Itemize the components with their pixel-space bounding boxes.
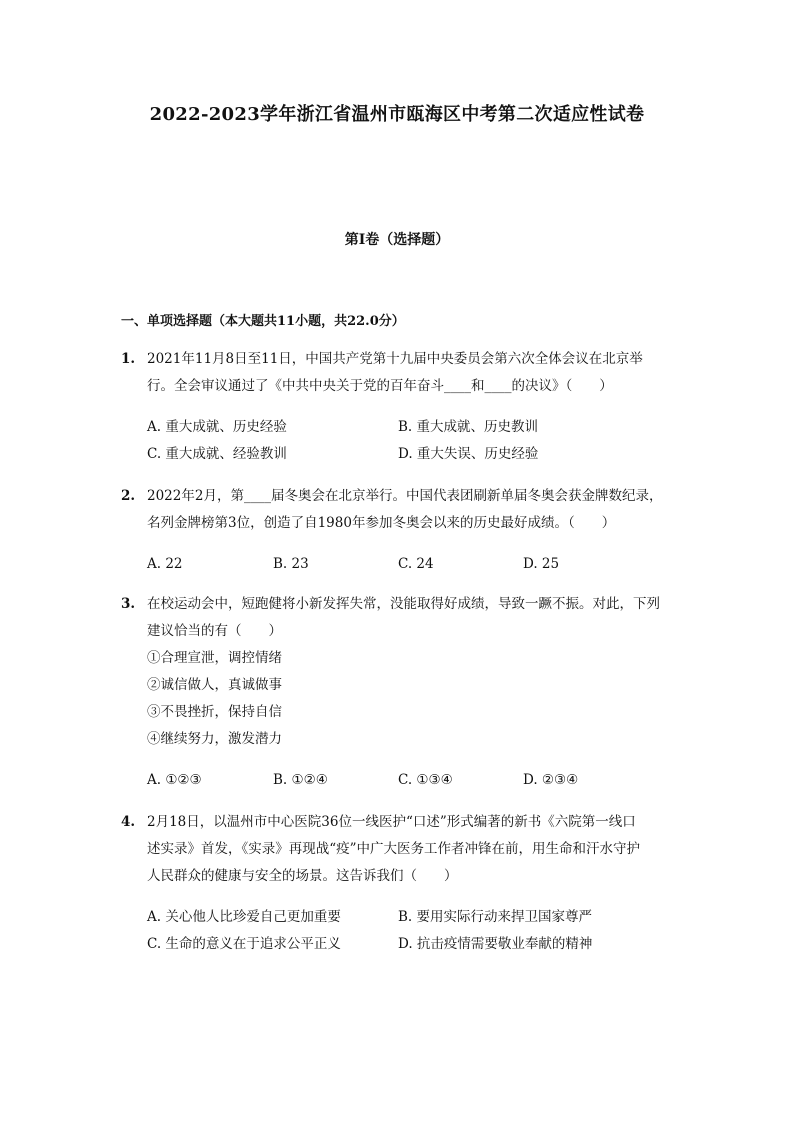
question-number: 1. [121, 351, 136, 367]
option-d: D. 抗击疫情需要敬业奉献的精神 [398, 936, 593, 952]
option-b: B. 重大成就、历史教训 [398, 419, 539, 435]
part-title: 第I卷（选择题） [344, 232, 450, 248]
question-text-line: 2月18日，以温州市中心医院36位一线医护“口述”形式编著的新书《六院第一线口 [147, 814, 636, 830]
options-row [121, 441, 681, 468]
option-b: B. 要用实际行动来捍卫国家尊严 [398, 909, 593, 925]
statement-4: ④继续努力，激发潜力 [147, 731, 282, 747]
option-c: C. ①③④ [398, 772, 453, 788]
option-d: D. 25 [523, 556, 560, 572]
options-row [121, 414, 681, 441]
option-a: A. 关心他人比珍爱自己更加重要 [147, 909, 341, 925]
options-row [121, 904, 681, 931]
question-4 [121, 809, 681, 958]
exam-title: 2022-2023学年浙江省温州市瓯海区中考第二次适应性试卷 [149, 104, 645, 125]
question-3 [121, 591, 681, 794]
question-2 [121, 483, 681, 578]
question-text-line: 建议恰当的有（ ） [147, 623, 282, 639]
option-c: C. 生命的意义在于追求公平正义 [147, 936, 341, 952]
option-a: A. 重大成就、历史经验 [147, 419, 287, 435]
question-text-line: 人民群众的健康与安全的场景。这告诉我们（ ） [147, 868, 458, 884]
options-row [121, 931, 681, 958]
option-d: D. 重大失误、历史经验 [398, 446, 539, 462]
question-text-line: 在校运动会中，短跑健将小新发挥失常，没能取得好成绩，导致一蹶不振。对此，下列 [147, 596, 660, 612]
options-row [121, 551, 681, 578]
statement-2: ②诚信做人，真诚做事 [147, 677, 282, 693]
option-d: D. ②③④ [523, 772, 579, 788]
question-number: 3. [121, 596, 136, 612]
question-text-line: 行。全会审议通过了《中共中央关于党的百年奋斗____和____的决议》（ ） [147, 378, 613, 394]
question-number: 4. [121, 814, 136, 830]
option-b: B. ①②④ [273, 772, 328, 788]
options-row [121, 767, 681, 794]
question-text-line: 2021年11月8日至11日，中国共产党第十九届中央委员会第六次全体会议在北京举 [147, 351, 643, 367]
question-text-line: 2022年2月，第____届冬奥会在北京举行。中国代表团刷新单届冬奥会获金牌数纪录， [147, 488, 663, 504]
option-c: C. 24 [398, 556, 434, 572]
statement-3: ③不畏挫折，保持自信 [147, 704, 282, 720]
question-1 [121, 346, 681, 468]
question-text-line: 名列金牌榜第3位，创造了自1980年参加冬奥会以来的历史最好成绩。（ ） [147, 515, 616, 531]
option-b: B. 23 [273, 556, 309, 572]
option-c: C. 重大成就、经验教训 [147, 446, 287, 462]
statement-1: ①合理宣泄，调控情绪 [147, 650, 282, 666]
option-a: A. ①②③ [147, 772, 202, 788]
question-text-line: 述实录》首发，《实录》再现战“疫”中广大医务工作者冲锋在前，用生命和汗水守护 [147, 841, 641, 857]
question-number: 2. [121, 488, 136, 504]
option-a: A. 22 [147, 556, 183, 572]
section-title: 一、单项选择题（本大题共11小题，共22.0分） [121, 314, 405, 329]
